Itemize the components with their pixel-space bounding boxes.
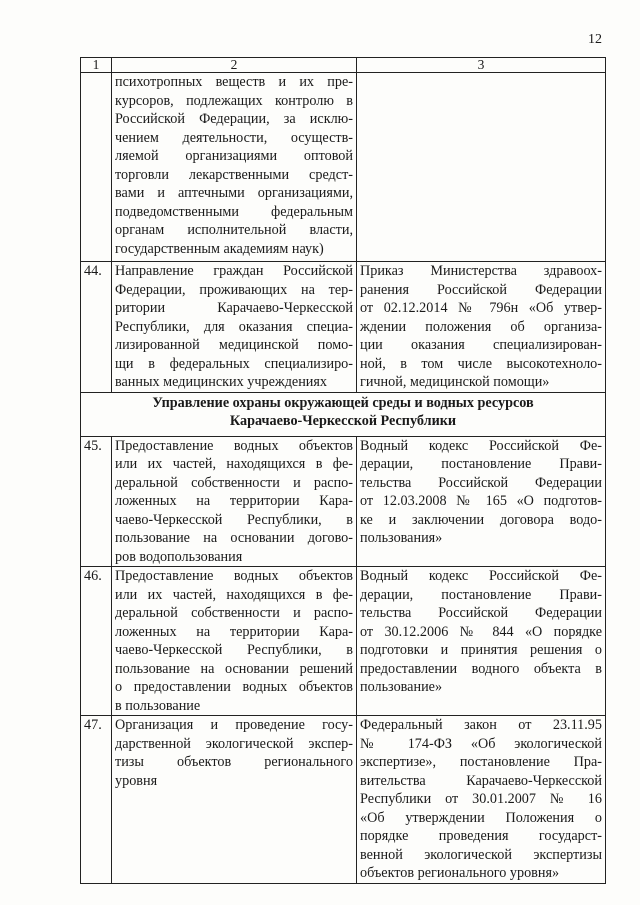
header-col-3: 3 — [357, 58, 606, 73]
text-line: тизы объектов регионального — [115, 754, 353, 770]
text-line: торговли лекарственными средст- — [115, 166, 353, 183]
table-row-44 — [81, 262, 606, 393]
service-description-cell — [112, 567, 357, 716]
row-number-cell: 47. — [81, 716, 112, 884]
text-line: пользования» — [360, 530, 443, 546]
service-description-cell — [112, 262, 357, 393]
row-number-cell — [81, 73, 112, 262]
text-line: ров водопользования — [115, 548, 243, 565]
text-line: от 12.03.2008 № 165 «О подготов- — [360, 493, 602, 509]
text-line: деральной собственности и распо- — [115, 474, 353, 491]
text-line: Республики от 30.01.2007 № 16 — [360, 791, 602, 807]
text-line: психотропных веществ и их пре- — [115, 74, 353, 90]
text-line: ванных медицинских учреждениях — [115, 374, 328, 390]
row-number-cell: 46. — [81, 567, 112, 716]
text-line: чаево-Черкесской Республики, в — [115, 642, 353, 658]
table-row-47 — [81, 716, 606, 884]
text-line: Предоставление водных объектов — [115, 437, 353, 454]
text-line: Водный кодекс Российской Фе- — [360, 437, 602, 454]
text-line: ложенных на территории Кара- — [115, 623, 353, 640]
text-line: гичной, медицинской помощи» — [360, 374, 550, 390]
header-col-2: 2 — [112, 58, 357, 73]
text-line: тельства Российской Федерации — [360, 605, 602, 621]
text-line: «Об утверждении Положения о — [360, 809, 602, 826]
text-line: пользование» — [360, 679, 443, 695]
legal-basis-cell — [357, 262, 606, 393]
legal-basis-cell — [357, 436, 606, 567]
text-line: Российской Федерации, за исклю- — [115, 111, 353, 127]
section-heading-row — [81, 392, 606, 436]
text-line: Направление граждан Российской — [115, 263, 353, 279]
text-line: ритории Карачаево-Черкесской — [115, 300, 353, 316]
text-line: от 30.12.2006 № 844 «О порядке — [360, 623, 602, 640]
text-line: в пользование — [115, 697, 201, 714]
row-number-cell: 44. — [81, 262, 112, 393]
text-line: вами и аптечными организациями, — [115, 185, 353, 201]
table-row-45 — [81, 436, 606, 567]
text-line: от 02.12.2014 № 796н «Об утвер- — [360, 300, 602, 316]
text-line: вительства Карачаево-Черкесской — [360, 772, 602, 789]
text-line: подведомственными федеральным — [115, 203, 353, 220]
text-line: лизированной медицинской помо- — [115, 337, 353, 353]
text-line: ляемой организациями оптовой — [115, 148, 353, 164]
text-line: ной, в том числе высокотехноло- — [360, 355, 602, 372]
header-col-1: 1 — [81, 58, 112, 73]
text-line: экспертизе», постановление Пра- — [360, 754, 602, 770]
table-row-continuation — [81, 73, 606, 262]
text-line: Организация и проведение госу- — [115, 717, 353, 733]
text-line: щи в федеральных специализиро- — [115, 355, 353, 372]
text-line: № 174-ФЗ «Об экологической — [360, 735, 602, 752]
text-line: предоставлении водного объекта в — [360, 660, 602, 677]
text-line: Приказ Министерства здравоох- — [360, 263, 602, 279]
text-line: тельства Российской Федерации — [360, 474, 602, 491]
text-line: деральной собственности и распо- — [115, 605, 353, 621]
text-line: дерации, постановление Прави- — [360, 586, 602, 603]
text-line: Федерации, проживающих на тер- — [115, 281, 353, 298]
text-line: или их частей, находящихся в фе- — [115, 456, 353, 472]
text-line: чаево-Черкесской Республики, в — [115, 511, 353, 528]
text-line: Управление охраны окружающей среды и водных ресурсов — [152, 394, 534, 411]
text-line: пользование на основании решений — [115, 660, 353, 677]
text-line: ждении положения об организа- — [360, 318, 602, 335]
text-line: Предоставление водных объектов — [115, 568, 353, 584]
service-description-cell — [112, 436, 357, 567]
legal-basis-cell — [357, 73, 606, 262]
legal-basis-cell — [357, 567, 606, 716]
service-description-cell — [112, 716, 357, 884]
text-line: о предоставлении водных объектов — [115, 679, 353, 695]
text-line: дерации, постановление Прави- — [360, 456, 602, 472]
row-number-cell: 45. — [81, 436, 112, 567]
text-line: Федеральный закон от 23.11.95 — [360, 717, 602, 733]
text-line: ранения Российской Федерации — [360, 281, 602, 298]
text-line: курсоров, подлежащих контролю в — [115, 92, 353, 109]
service-description-cell — [112, 73, 357, 262]
text-line: органам исполнительной власти, — [115, 222, 353, 238]
table-header-row — [81, 58, 606, 73]
text-line: венной экологической экспертизы — [360, 846, 602, 863]
text-line: ке и заключении договора водо- — [360, 511, 602, 528]
text-line: Республики, для оказания специа- — [115, 318, 353, 335]
text-line: подготовки и принятия решения о — [360, 642, 602, 658]
table-row-46 — [81, 567, 606, 716]
text-line: порядке проведения государст- — [360, 828, 602, 844]
text-line: ции оказания специализирован- — [360, 337, 602, 353]
text-line: чением деятельности, осуществ- — [115, 129, 353, 146]
text-line: уровня — [115, 772, 158, 789]
text-line: Водный кодекс Российской Фе- — [360, 568, 602, 584]
page-number: 12 — [588, 32, 602, 47]
text-line: ложенных на территории Кара- — [115, 493, 353, 509]
text-line: дарственной экологической экспер- — [115, 735, 353, 752]
section-heading — [81, 392, 606, 436]
document-table — [80, 57, 606, 884]
text-line: объектов регионального уровня» — [360, 865, 560, 881]
legal-basis-cell — [357, 716, 606, 884]
text-line: государственным академиям наук) — [115, 240, 324, 257]
text-line: или их частей, находящихся в фе- — [115, 586, 353, 603]
text-line: Карачаево-Черкесской Республики — [229, 413, 457, 429]
text-line: пользование на основании догово- — [115, 530, 353, 546]
